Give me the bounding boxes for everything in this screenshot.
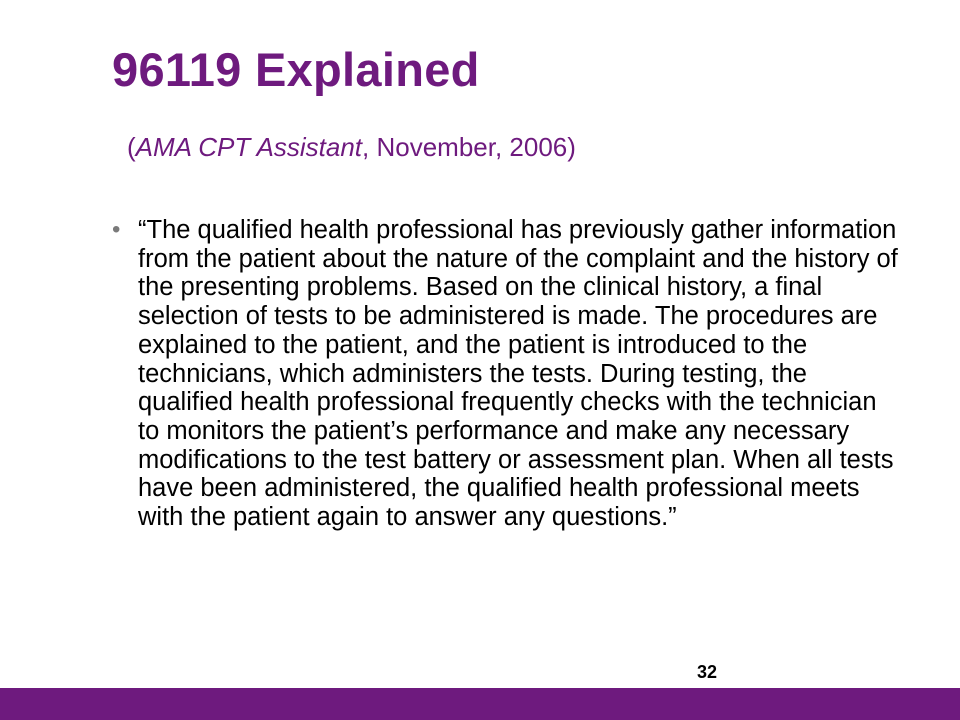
subtitle-open-paren: ( — [127, 132, 136, 162]
bullet-item — [112, 216, 902, 532]
subtitle-source: AMA CPT Assistant — [135, 132, 363, 162]
page-number: 32 — [697, 662, 718, 682]
footer-bar — [0, 688, 960, 720]
bullet-quote-text: “The qualified health professional has previously gather information from the patient about the nature of the complaint and the history of the presenting problems. Based on the clinical history, a final selection of tests to be administered is made. The procedures are explained to the patient, and the patient is introduced to the technicians, which administers the tests. During testing, the qualified health professional frequently checks with the technician to monitors the patient’s performance and make any necessary modifications to the test battery or assessment plan. When all tests have been administered, the qualified health professional meets with the patient again to answer any questions.” — [138, 216, 898, 532]
subtitle-date: , November, 2006) — [362, 132, 576, 162]
slide-subtitle — [127, 132, 576, 163]
bullet-marker: • — [112, 216, 121, 243]
slide-title: 96119 Explained — [112, 43, 480, 96]
